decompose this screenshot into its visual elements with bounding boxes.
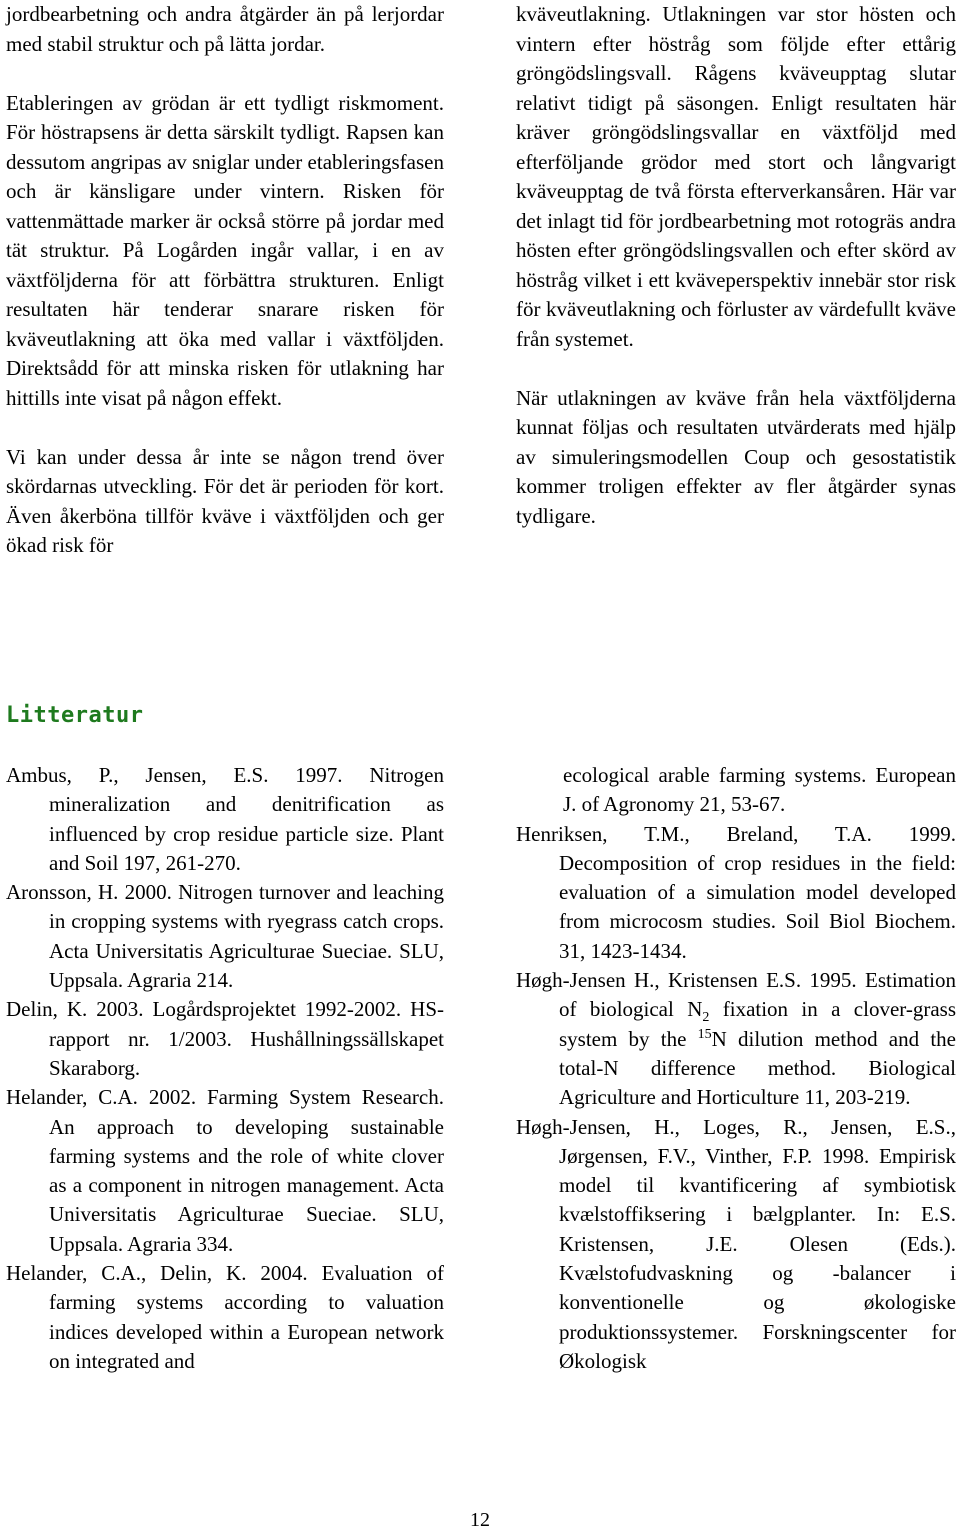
reference-text: fixation in a clover-grass system by the [559, 997, 956, 1051]
body-right-column [516, 0, 956, 531]
references-right-column [516, 761, 956, 1376]
superscript: 15 [697, 1026, 712, 1042]
body-paragraph: Etableringen av grödan är ett tydligt riskmoment. För höstrapsens är detta särskilt tydligt. Rapsen kan dessutom angripas av sniglar under etableringsfasen och är känsligare under vintern. Risken för vattenmättade marker är också större på jordar med tät struktur. På Logården ingår vallar, i en av växtföljderna för att förbättra strukturen. Enligt resultaten här tenderar snarare risken för kväveutlakning att öka med vallar i växtföljden. Direktsådd för att minska risken för utlakning har hittills inte visat på någon effekt. [6, 90, 444, 410]
reference-entry-hogh-jensen-1995 [516, 966, 956, 1112]
body-paragraph: jordbearbetning och andra åtgärder än på lerjordar med stabil struktur och på lätta jordar. [6, 2, 444, 56]
page-number: 12 [470, 1509, 490, 1531]
reference-entry: Ambus, P., Jensen, E.S. 1997. Nitrogen mineralization and denitrification as influenced by crop residue particle size. Plant and Soil 197, 261-270. [6, 763, 444, 875]
subscript: 2 [702, 1010, 710, 1026]
body-paragraph: Vi kan under dessa år inte se någon trend över skördarnas utveckling. För det är perioden för kort. Även åkerböna tillför kväve i växtföljden och ger ökad risk för [6, 444, 444, 557]
reference-entry: Aronsson, H. 2000. Nitrogen turnover and leaching in cropping systems with ryegrass catch crops. Acta Universitatis Agriculturae Sueciae. SLU, Uppsala. Agraria 214. [6, 880, 444, 993]
reference-entry: Helander, C.A. 2002. Farming System Research. An approach to developing sustainable farming systems and the role of white clover as a component in nitrogen management. Acta Universitatis Agriculturae Sueciae. SLU, Uppsala. Agraria 334. [6, 1085, 444, 1256]
reference-entry: Høgh-Jensen, H., Loges, R., Jensen, E.S., Jørgensen, F.V., Vinther, F.P. 1998. Empirisk model til kvantificering af symbiotisk kvælstoffiksering i bælgplanter. In: E.S. Kristensen, J.E. Olesen (Eds.). Kvælstofudvaskning og -balancer i konventionelle og økologiske produktionssystemer. Forskningscenter for Økologisk [516, 1114, 956, 1373]
literature-heading: Litteratur [6, 703, 144, 728]
references-left-column [6, 761, 444, 1376]
reference-entry: Delin, K. 2003. Logårdsprojektet 1992-2002. HS-rapport nr. 1/2003. Hushållningssällskapet Skaraborg. [6, 997, 444, 1080]
body-paragraph: kväveutlakning. Utlakningen var stor hösten och vintern efter höstråg som följde efter ettårig gröngödslingsvall. Rågens kväveupptag slutar relativt tidigt på säsongen. Enligt resultaten här kräver gröngödslingsvallar en växtföljd med efterföljande grödor med stort och långvarigt kväveupptag de två första efterverkansåren. Här var det inlagt tid för jordbearbetning mot rotogräs andra hösten efter gröngödslingsvallen och efter skörd av höstråg vilket i ett kväveperspektiv innebär stor risk för kväveutlakning och förluster av värdefullt kväve från systemet. [516, 2, 956, 351]
body-paragraph: När utlakningen av kväve från hela växtföljderna kunnat följas och resultaten utvärderats med hjälp av simuleringsmodellen Coup och gesostatistik kommer troligen effekter av fler åtgärder synas tydligare. [516, 385, 956, 528]
reference-entry: Helander, C.A., Delin, K. 2004. Evaluation of farming systems according to valuation indices developed within a European network on integrated and [6, 1261, 444, 1373]
reference-entry: Henriksen, T.M., Breland, T.A. 1999. Decomposition of crop residues in the field: evaluation of a simulation model developed from microcosm studies. Soil Biol Biochem. 31, 1423-1434. [516, 821, 956, 963]
reference-text: Høgh-Jensen H., Kristensen E.S. 1995. Estimation of biological N [516, 968, 956, 1022]
reference-text: N dilution method and the total-N difference method. Biological Agriculture and Horticulture 11, 203-219. [559, 1026, 956, 1110]
reference-continuation: ecological arable farming systems. European J. of Agronomy 21, 53-67. [563, 763, 956, 817]
body-left-column [6, 0, 444, 561]
